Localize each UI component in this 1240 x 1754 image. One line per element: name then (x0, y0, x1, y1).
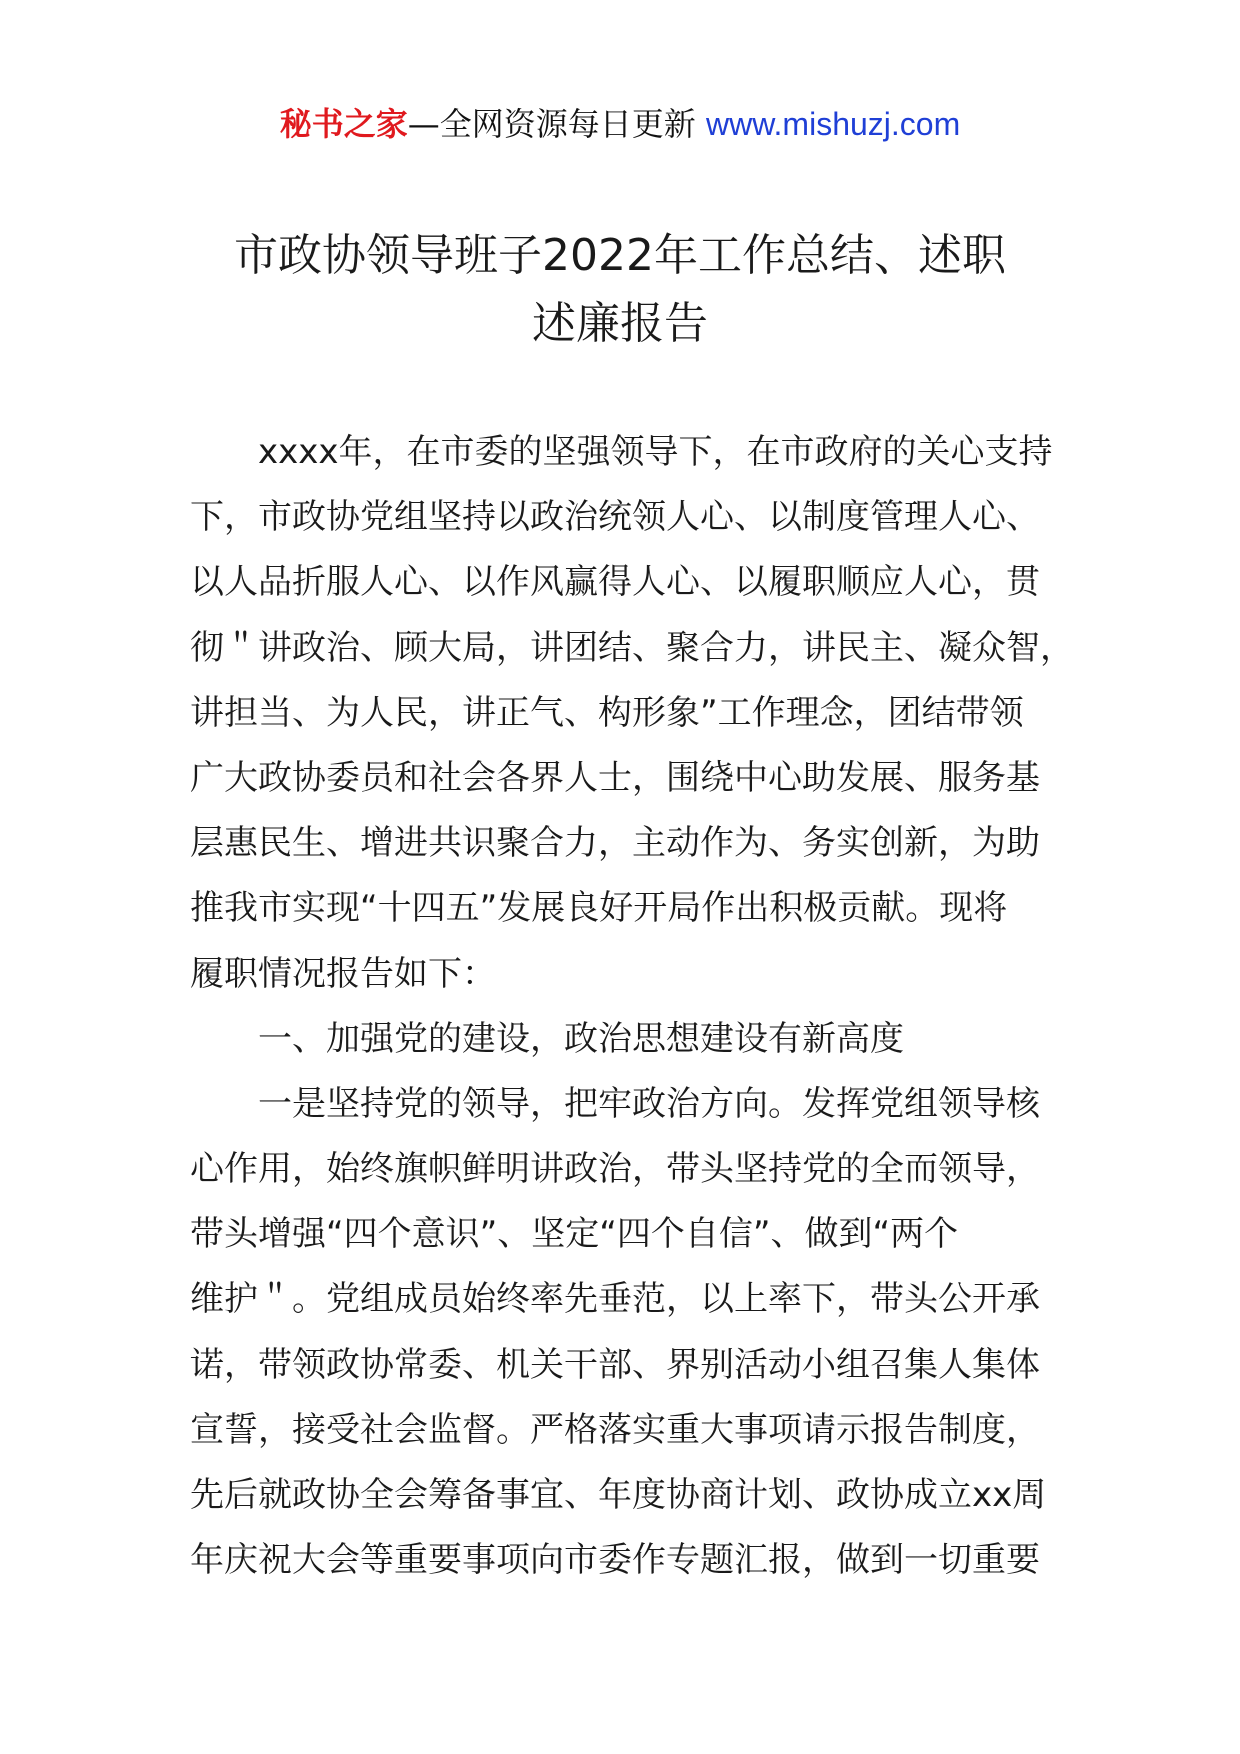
body-line: 以人品折服人心、以作风赢得人心、以履职顺应人心，贯 (190, 562, 1040, 603)
title-line-1: 市政协领导班子2022年工作总结、述职 (234, 230, 1006, 281)
body-line: 履职情况报告如下： (190, 953, 496, 994)
body-line: 宣誓，接受社会监督。严格落实重大事项请示报告制度， (190, 1409, 1040, 1450)
document-body (190, 420, 1074, 1593)
body-line: 一是坚持党的领导，把牢政治方向。发挥党组领导核 (190, 1083, 1040, 1124)
body-line: 先后就政协全会筹备事宜、年度协商计划、政协成立xx周 (190, 1475, 1047, 1515)
body-line: xxxx年，在市委的坚强领导下，在市政府的关心支持 (190, 432, 1053, 472)
title-line-2: 述廉报告 (532, 298, 708, 349)
body-line: 年庆祝大会等重要事项向市委作专题汇报，做到一切重要 (190, 1540, 1040, 1581)
body-line: 心作用，始终旗帜鲜明讲政治，带头坚持党的全而领导， (190, 1149, 1040, 1190)
body-line: 彻＂讲政治、顾大局，讲团结、聚合力，讲民主、凝众智， (190, 627, 1074, 668)
site-header (0, 100, 1240, 148)
body-line: 诺，带领政协常委、机关干部、界别活动小组召集人集体 (190, 1344, 1040, 1385)
body-line: 维护＂。党组成员始终率先垂范，以上率下，带头公开承 (190, 1279, 1040, 1320)
header-tagline: —全网资源每日更新 (407, 105, 706, 143)
body-line: 层惠民生、增进共识聚合力，主动作为、务实创新，为助 (190, 823, 1040, 864)
site-url-link[interactable]: www.mishuzj.com (705, 106, 961, 142)
body-line: 讲担当、为人民，讲正气、构形象”工作理念，团结带领 (190, 692, 1024, 733)
document-title (140, 222, 1100, 358)
brand-name: 秘书之家 (279, 105, 408, 143)
body-line: 广大政协委员和社会各界人士，围绕中心助发展、服务基 (190, 757, 1040, 798)
section-heading: 一、加强党的建设，政治思想建设有新高度 (190, 1018, 904, 1059)
body-line: 带头增强“四个意识”、坚定“四个自信”、做到“两个 (190, 1214, 959, 1255)
body-line: 下，市政协党组坚持以政治统领人心、以制度管理人心、 (190, 497, 1040, 538)
body-line: 推我市实现“十四五”发展良好开局作出积极贡献。现将 (190, 888, 1008, 929)
